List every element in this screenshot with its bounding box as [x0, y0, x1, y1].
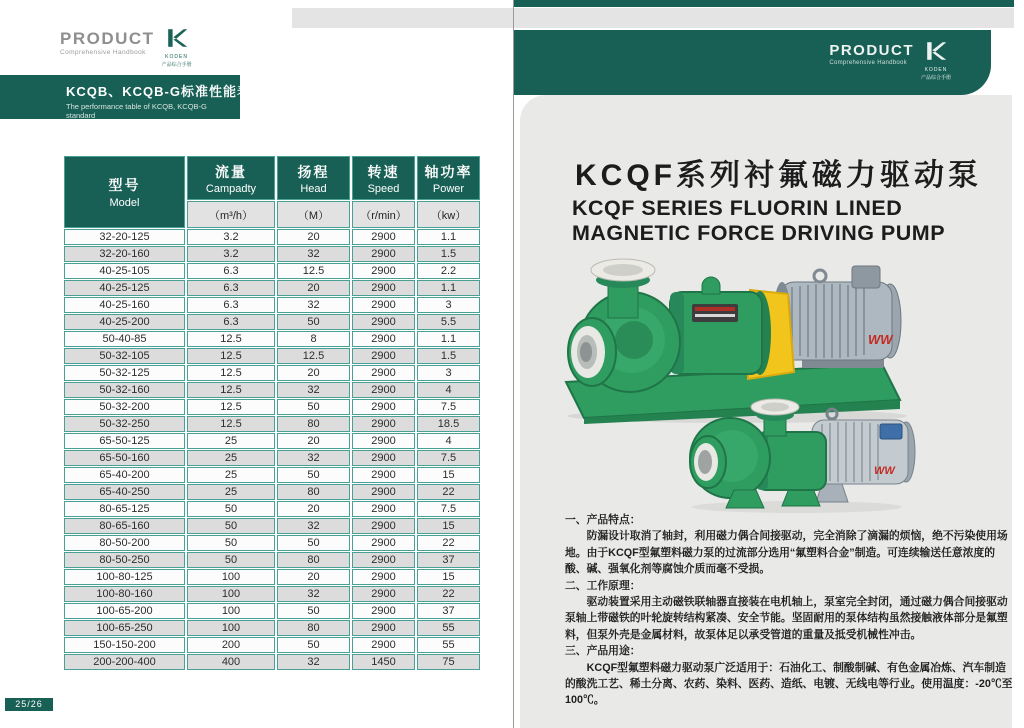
table-row	[64, 382, 480, 398]
cell-power: 1.1	[417, 331, 480, 347]
cell-head: 32	[277, 518, 350, 534]
cell-power: 1.1	[417, 229, 480, 245]
table-row	[64, 314, 480, 330]
cell-power: 5.5	[417, 314, 480, 330]
table-row	[64, 331, 480, 347]
koden-brand-cn-text: 产品综合手册	[161, 62, 192, 68]
header-power-cn: 轴功率	[424, 163, 473, 180]
cell-capacity: 50	[187, 535, 275, 551]
cell-model: 50-32-105	[64, 348, 185, 364]
cell-speed: 2900	[352, 433, 415, 449]
cell-model: 100-65-200	[64, 603, 185, 619]
left-banner-title-cn: KCQB、KCQB-G标准性能表	[66, 84, 251, 99]
cell-capacity: 25	[187, 484, 275, 500]
table-row	[64, 229, 480, 245]
cell-capacity: 25	[187, 467, 275, 483]
cell-power: 18.5	[417, 416, 480, 432]
table-row	[64, 518, 480, 534]
cell-model: 40-25-125	[64, 280, 185, 296]
product-title-en-line1: KCQF SERIES FLUORIN LINED	[572, 196, 903, 220]
cell-capacity: 50	[187, 552, 275, 568]
cell-capacity: 100	[187, 620, 275, 636]
cell-power: 15	[417, 518, 480, 534]
cell-speed: 2900	[352, 620, 415, 636]
cell-power: 2.2	[417, 263, 480, 279]
cell-capacity: 100	[187, 586, 275, 602]
cell-model: 80-65-160	[64, 518, 185, 534]
header-model-en: Model	[109, 197, 140, 209]
cell-capacity: 6.3	[187, 280, 275, 296]
cell-head: 50	[277, 637, 350, 653]
cell-head: 80	[277, 620, 350, 636]
koden-brand-cn-text: 产品综合手册	[920, 75, 951, 81]
cell-head: 50	[277, 467, 350, 483]
cell-speed: 2900	[352, 467, 415, 483]
section-3-heading: 三、产品用途：	[565, 645, 641, 658]
cell-capacity: 3.2	[187, 229, 275, 245]
cell-model: 150-150-200	[64, 637, 185, 653]
header-head-en: Head	[300, 182, 327, 195]
cell-model: 50-32-160	[64, 382, 185, 398]
header-head	[277, 156, 350, 200]
page-divider	[513, 0, 514, 728]
cell-power: 37	[417, 552, 480, 568]
logo-subtitle-text: Comprehensive Handbook	[829, 60, 907, 66]
cell-speed: 2900	[352, 331, 415, 347]
left-banner-en-line1: The performance table of KCQB, KCQB-G	[66, 102, 207, 111]
cell-power: 4	[417, 433, 480, 449]
performance-table	[62, 155, 482, 671]
cell-speed: 2900	[352, 552, 415, 568]
cell-model: 50-32-200	[64, 399, 185, 415]
cell-power: 22	[417, 586, 480, 602]
cell-head: 32	[277, 450, 350, 466]
cell-head: 50	[277, 399, 350, 415]
cell-power: 15	[417, 569, 480, 585]
cell-speed: 2900	[352, 416, 415, 432]
cell-head: 50	[277, 535, 350, 551]
header-capacity-en: Campadty	[205, 182, 257, 195]
cell-capacity: 6.3	[187, 263, 275, 279]
cell-capacity: 12.5	[187, 416, 275, 432]
cell-capacity: 25	[187, 433, 275, 449]
koden-k-icon	[925, 41, 947, 66]
cell-speed: 2900	[352, 399, 415, 415]
header-model	[64, 156, 185, 228]
koden-logo	[921, 41, 951, 81]
table-row	[64, 501, 480, 517]
table-row	[64, 467, 480, 483]
cell-capacity: 100	[187, 569, 275, 585]
header-head-cn: 扬程	[297, 163, 330, 180]
cell-head: 32	[277, 654, 350, 670]
unit-speed: （r/min）	[352, 201, 415, 228]
table-row	[64, 535, 480, 551]
logo-text-block	[60, 30, 155, 56]
cell-head: 32	[277, 586, 350, 602]
cell-power: 75	[417, 654, 480, 670]
cell-power: 1.5	[417, 246, 480, 262]
cell-head: 20	[277, 501, 350, 517]
table-row	[64, 263, 480, 279]
table-row	[64, 280, 480, 296]
cell-model: 80-65-125	[64, 501, 185, 517]
cell-head: 50	[277, 314, 350, 330]
logo-product-text: PRODUCT	[60, 29, 155, 48]
cell-model: 65-50-125	[64, 433, 185, 449]
cell-capacity: 25	[187, 450, 275, 466]
table-row	[64, 450, 480, 466]
cell-speed: 2900	[352, 603, 415, 619]
cell-capacity: 12.5	[187, 382, 275, 398]
cell-head: 80	[277, 484, 350, 500]
cell-model: 80-50-250	[64, 552, 185, 568]
cell-power: 55	[417, 620, 480, 636]
cell-head: 12.5	[277, 263, 350, 279]
cell-model: 80-50-200	[64, 535, 185, 551]
table-row	[64, 416, 480, 432]
right-top-green-bar	[514, 0, 1014, 7]
cell-speed: 2900	[352, 450, 415, 466]
left-banner-en-line2: standard	[66, 111, 96, 121]
unit-head: （M）	[277, 201, 350, 228]
cell-power: 15	[417, 467, 480, 483]
cell-head: 32	[277, 297, 350, 313]
cell-speed: 2900	[352, 382, 415, 398]
cell-model: 65-50-160	[64, 450, 185, 466]
cell-speed: 2900	[352, 297, 415, 313]
cell-power: 55	[417, 637, 480, 653]
cell-model: 32-20-160	[64, 246, 185, 262]
left-page-logo	[60, 30, 192, 68]
header-capacity-cn: 流量	[215, 163, 247, 180]
cell-power: 3	[417, 365, 480, 381]
pump-photo-small	[672, 390, 922, 520]
product-title-en-line2: MAGNETIC FORCE DRIVING PUMP	[572, 221, 946, 246]
cell-capacity: 12.5	[187, 399, 275, 415]
svg-text:WW: WW	[868, 332, 893, 347]
cell-speed: 2900	[352, 569, 415, 585]
cell-power: 1.5	[417, 348, 480, 364]
cell-head: 20	[277, 433, 350, 449]
cell-capacity: 12.5	[187, 331, 275, 347]
logo-product-text: PRODUCT	[829, 42, 914, 59]
cell-power: 4	[417, 382, 480, 398]
cell-head: 80	[277, 552, 350, 568]
cell-power: 7.5	[417, 399, 480, 415]
cell-speed: 2900	[352, 535, 415, 551]
unit-capacity: （m³/h）	[187, 201, 275, 228]
table-row	[64, 586, 480, 602]
unit-power: （kw）	[417, 201, 480, 228]
cell-speed: 2900	[352, 229, 415, 245]
header-speed-en: Speed	[367, 182, 400, 195]
cell-power: 22	[417, 484, 480, 500]
cell-model: 100-65-250	[64, 620, 185, 636]
product-title-cn: KCQF系列衬氟磁力驱动泵	[575, 159, 982, 192]
cell-capacity: 3.2	[187, 246, 275, 262]
table-row	[64, 348, 480, 364]
cell-speed: 2900	[352, 501, 415, 517]
cell-capacity: 12.5	[187, 365, 275, 381]
table-row	[64, 620, 480, 636]
left-section-banner	[0, 75, 251, 121]
cell-power: 7.5	[417, 450, 480, 466]
cell-capacity: 200	[187, 637, 275, 653]
section-2-text: 驱动装置采用主动磁铁联轴器直接装在电机轴上，泵室完全封闭，通过磁力偶合间接驱动泵轴上带磁铁的叶轮旋转结构紧凑、安全节能。坚固耐用的泵体结构虽然接触液体部分是氟塑料，但泵外壳是金属材料，故泵体足以承受管道的重量及抵受机械性冲击。	[565, 596, 1008, 641]
header-power	[417, 156, 480, 200]
page-number-badge: 25/26	[5, 698, 53, 711]
table-row	[64, 569, 480, 585]
cell-model: 65-40-250	[64, 484, 185, 500]
cell-speed: 2900	[352, 280, 415, 296]
cell-speed: 2900	[352, 246, 415, 262]
koden-k-icon	[166, 28, 188, 53]
cell-capacity: 50	[187, 518, 275, 534]
header-capacity	[187, 156, 275, 200]
header-speed-cn: 转速	[367, 163, 400, 180]
logo-text-block	[829, 43, 914, 66]
table-row	[64, 365, 480, 381]
top-gray-strip	[292, 8, 1014, 28]
cell-capacity: 50	[187, 501, 275, 517]
cell-power: 1.1	[417, 280, 480, 296]
cell-capacity: 100	[187, 603, 275, 619]
cell-power: 3	[417, 297, 480, 313]
cell-model: 40-25-105	[64, 263, 185, 279]
header-model-cn: 型号	[108, 177, 141, 193]
cell-model: 100-80-125	[64, 569, 185, 585]
cell-head: 80	[277, 416, 350, 432]
performance-table-body	[64, 229, 480, 670]
section-3-text: KCQF型氟塑料磁力驱动泵广泛适用于：石油化工、制酸制碱、有色金属冶炼、汽车制造的酸洗工艺、稀土分离、农药、染料、医药、造纸、电镀、无线电等行业。使用温度：-20℃至100℃。	[565, 661, 1013, 707]
cell-speed: 2900	[352, 637, 415, 653]
koden-brand-text: KODEN	[924, 67, 948, 73]
cell-power: 37	[417, 603, 480, 619]
cell-head: 8	[277, 331, 350, 347]
table-row	[64, 552, 480, 568]
cell-head: 20	[277, 365, 350, 381]
section-1-heading: 一、产品特点：	[565, 514, 641, 526]
cell-model: 50-32-250	[64, 416, 185, 432]
cell-capacity: 6.3	[187, 314, 275, 330]
cell-capacity: 6.3	[187, 297, 275, 313]
table-row	[64, 637, 480, 653]
cell-head: 32	[277, 246, 350, 262]
product-description	[565, 512, 1013, 709]
table-row	[64, 297, 480, 313]
cell-head: 32	[277, 382, 350, 398]
cell-speed: 2900	[352, 518, 415, 534]
cell-capacity: 400	[187, 654, 275, 670]
cell-speed: 2900	[352, 314, 415, 330]
table-row	[64, 246, 480, 262]
cell-head: 12.5	[277, 348, 350, 364]
right-header-banner	[514, 30, 991, 95]
left-banner-title-en	[66, 102, 232, 121]
table-row	[64, 399, 480, 415]
cell-speed: 1450	[352, 654, 415, 670]
koden-logo	[162, 28, 192, 68]
section-2-heading: 二、工作原理：	[565, 579, 641, 592]
cell-speed: 2900	[352, 263, 415, 279]
cell-model: 65-40-200	[64, 467, 185, 483]
cell-head: 20	[277, 280, 350, 296]
cell-model: 50-40-85	[64, 331, 185, 347]
cell-model: 100-80-160	[64, 586, 185, 602]
cell-head: 20	[277, 569, 350, 585]
cell-speed: 2900	[352, 484, 415, 500]
table-row	[64, 654, 480, 670]
cell-head: 50	[277, 603, 350, 619]
cell-model: 40-25-200	[64, 314, 185, 330]
logo-subtitle-text: Comprehensive Handbook	[60, 49, 146, 56]
cell-speed: 2900	[352, 348, 415, 364]
header-speed	[352, 156, 415, 200]
cell-head: 20	[277, 229, 350, 245]
cell-capacity: 12.5	[187, 348, 275, 364]
cell-model: 32-20-125	[64, 229, 185, 245]
table-row	[64, 603, 480, 619]
table-row	[64, 433, 480, 449]
cell-model: 40-25-160	[64, 297, 185, 313]
cell-model: 50-32-125	[64, 365, 185, 381]
cell-model: 200-200-400	[64, 654, 185, 670]
cell-speed: 2900	[352, 365, 415, 381]
cell-speed: 2900	[352, 586, 415, 602]
koden-brand-text: KODEN	[165, 54, 188, 60]
header-power-en: Power	[432, 182, 465, 195]
table-row	[64, 484, 480, 500]
right-page-logo	[829, 43, 951, 81]
svg-text:WW: WW	[874, 465, 895, 477]
cell-power: 22	[417, 535, 480, 551]
section-1-text: 防漏设计取消了轴封，利用磁力偶合间接驱动，完全消除了滴漏的烦恼，绝不污染使用场地。由于KCQF型氟塑料磁力泵的过流部分选用“氟塑料合金”制造。可连续输送任意浓度的酸、碱、强氧化剂等腐蚀介质而毫不受损。	[565, 530, 1008, 576]
cell-power: 7.5	[417, 501, 480, 517]
